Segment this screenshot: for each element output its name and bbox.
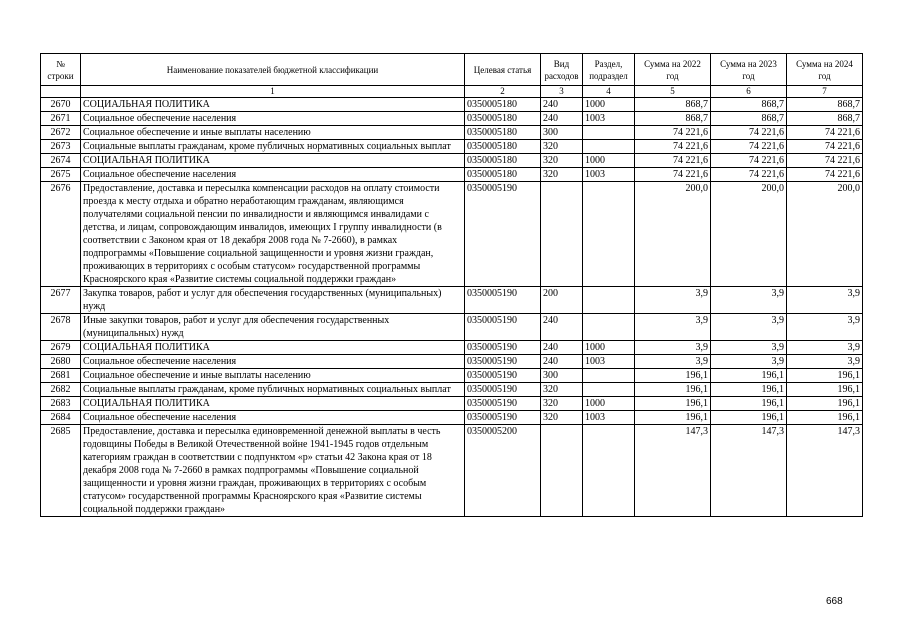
indicator-name: Социальные выплаты гражданам, кроме публичных нормативных социальных выплат xyxy=(81,140,465,154)
column-number: 3 xyxy=(541,86,583,98)
sum-2023: 196,1 xyxy=(711,397,787,411)
sum-2024: 74 221,6 xyxy=(787,126,863,140)
header-sum-2024: Сумма на 2024 год xyxy=(787,54,863,86)
sum-2023: 147,3 xyxy=(711,425,787,517)
section-code: 1000 xyxy=(583,98,635,112)
sum-2022: 200,0 xyxy=(635,182,711,287)
target-article: 0350005190 xyxy=(465,397,541,411)
sum-2024: 868,7 xyxy=(787,112,863,126)
indicator-name: Социальные выплаты гражданам, кроме публичных нормативных социальных выплат xyxy=(81,383,465,397)
expense-type: 200 xyxy=(541,287,583,314)
row-number: 2680 xyxy=(41,355,81,369)
sum-2023: 3,9 xyxy=(711,341,787,355)
section-code: 1003 xyxy=(583,355,635,369)
column-number: 7 xyxy=(787,86,863,98)
section-code xyxy=(583,383,635,397)
target-article: 0350005190 xyxy=(465,411,541,425)
target-article: 0350005190 xyxy=(465,182,541,287)
sum-2023: 74 221,6 xyxy=(711,126,787,140)
indicator-name: СОЦИАЛЬНАЯ ПОЛИТИКА xyxy=(81,154,465,168)
table-row xyxy=(41,112,863,126)
header-section: Раздел, подраздел xyxy=(583,54,635,86)
expense-type: 320 xyxy=(541,411,583,425)
table-row xyxy=(41,98,863,112)
table-body xyxy=(41,98,863,517)
target-article: 0350005190 xyxy=(465,287,541,314)
sum-2023: 3,9 xyxy=(711,287,787,314)
table-row xyxy=(41,397,863,411)
sum-2022: 74 221,6 xyxy=(635,140,711,154)
sum-2023: 868,7 xyxy=(711,112,787,126)
sum-2022: 196,1 xyxy=(635,397,711,411)
section-code xyxy=(583,314,635,341)
sum-2024: 3,9 xyxy=(787,314,863,341)
target-article: 0350005180 xyxy=(465,154,541,168)
header-row xyxy=(41,54,863,86)
expense-type: 300 xyxy=(541,369,583,383)
sum-2023: 196,1 xyxy=(711,383,787,397)
section-code: 1003 xyxy=(583,168,635,182)
indicator-name: Иные закупки товаров, работ и услуг для обеспечения государственных (муниципальных) нужд xyxy=(81,314,465,341)
row-number: 2672 xyxy=(41,126,81,140)
sum-2024: 3,9 xyxy=(787,355,863,369)
column-number: 6 xyxy=(711,86,787,98)
table-row xyxy=(41,383,863,397)
sum-2022: 74 221,6 xyxy=(635,168,711,182)
expense-type: 320 xyxy=(541,140,583,154)
row-number: 2675 xyxy=(41,168,81,182)
expense-type: 240 xyxy=(541,98,583,112)
expense-type: 240 xyxy=(541,355,583,369)
sum-2023: 74 221,6 xyxy=(711,168,787,182)
header-indicator-name: Наименование показателей бюджетной классификации xyxy=(81,54,465,86)
row-number: 2678 xyxy=(41,314,81,341)
column-number-row xyxy=(41,86,863,98)
row-number: 2682 xyxy=(41,383,81,397)
row-number: 2679 xyxy=(41,341,81,355)
column-number: 2 xyxy=(465,86,541,98)
sum-2024: 196,1 xyxy=(787,411,863,425)
indicator-name: Социальное обеспечение населения xyxy=(81,411,465,425)
row-number: 2676 xyxy=(41,182,81,287)
section-code: 1000 xyxy=(583,397,635,411)
row-number: 2681 xyxy=(41,369,81,383)
table-row xyxy=(41,287,863,314)
sum-2022: 3,9 xyxy=(635,341,711,355)
column-number: 1 xyxy=(81,86,465,98)
target-article: 0350005190 xyxy=(465,383,541,397)
target-article: 0350005180 xyxy=(465,112,541,126)
expense-type: 300 xyxy=(541,126,583,140)
sum-2022: 868,7 xyxy=(635,112,711,126)
section-code xyxy=(583,140,635,154)
target-article: 0350005180 xyxy=(465,126,541,140)
target-article: 0350005190 xyxy=(465,369,541,383)
row-number: 2685 xyxy=(41,425,81,517)
table-row xyxy=(41,355,863,369)
sum-2022: 196,1 xyxy=(635,383,711,397)
expense-type: 320 xyxy=(541,168,583,182)
sum-2023: 200,0 xyxy=(711,182,787,287)
sum-2022: 3,9 xyxy=(635,355,711,369)
header-sum-2023: Сумма на 2023 год xyxy=(711,54,787,86)
sum-2022: 3,9 xyxy=(635,314,711,341)
row-number: 2684 xyxy=(41,411,81,425)
sum-2024: 196,1 xyxy=(787,397,863,411)
sum-2024: 3,9 xyxy=(787,341,863,355)
row-number: 2683 xyxy=(41,397,81,411)
page-number: 668 xyxy=(826,596,843,607)
table-row xyxy=(41,140,863,154)
section-code: 1000 xyxy=(583,154,635,168)
table-row xyxy=(41,168,863,182)
sum-2023: 74 221,6 xyxy=(711,140,787,154)
sum-2024: 147,3 xyxy=(787,425,863,517)
table-row xyxy=(41,411,863,425)
row-number: 2670 xyxy=(41,98,81,112)
sum-2023: 196,1 xyxy=(711,411,787,425)
sum-2024: 200,0 xyxy=(787,182,863,287)
column-number: 5 xyxy=(635,86,711,98)
header-expense-type: Вид расходов xyxy=(541,54,583,86)
expense-type: 320 xyxy=(541,397,583,411)
table-row xyxy=(41,425,863,517)
target-article: 0350005180 xyxy=(465,140,541,154)
indicator-name: Социальное обеспечение населения xyxy=(81,355,465,369)
table-row xyxy=(41,126,863,140)
sum-2024: 3,9 xyxy=(787,287,863,314)
target-article: 0350005190 xyxy=(465,355,541,369)
indicator-name: Социальное обеспечение и иные выплаты населению xyxy=(81,126,465,140)
table-row xyxy=(41,182,863,287)
sum-2023: 196,1 xyxy=(711,369,787,383)
section-code xyxy=(583,126,635,140)
section-code xyxy=(583,369,635,383)
indicator-name: Предоставление, доставка и пересылка единовременной денежной выплаты в честь годовщины Победы в Великой Отечественной войне 1941-1945 годов отдельным категориям граждан в соответствии с подпунктом «р» статьи 42 Закона края от 18 декабря 2008 года № 7-2660 в рамках подпрограммы «Повышение социальной защищенности и уровня жизни граждан, проживающих в территориях с особым статусом» государственной программы Красноярского края «Развитие системы социальной поддержки граждан» xyxy=(81,425,465,517)
indicator-name: Социальное обеспечение и иные выплаты населению xyxy=(81,369,465,383)
header-sum-2022: Сумма на 2022 год xyxy=(635,54,711,86)
expense-type xyxy=(541,182,583,287)
sum-2024: 74 221,6 xyxy=(787,168,863,182)
table-row xyxy=(41,314,863,341)
sum-2024: 196,1 xyxy=(787,369,863,383)
sum-2022: 74 221,6 xyxy=(635,126,711,140)
section-code: 1003 xyxy=(583,112,635,126)
section-code xyxy=(583,287,635,314)
target-article: 0350005180 xyxy=(465,98,541,112)
target-article: 0350005200 xyxy=(465,425,541,517)
indicator-name: СОЦИАЛЬНАЯ ПОЛИТИКА xyxy=(81,397,465,411)
sum-2022: 147,3 xyxy=(635,425,711,517)
table-row xyxy=(41,154,863,168)
expense-type: 240 xyxy=(541,314,583,341)
column-number: 4 xyxy=(583,86,635,98)
row-number: 2677 xyxy=(41,287,81,314)
sum-2023: 74 221,6 xyxy=(711,154,787,168)
budget-table xyxy=(40,53,863,517)
sum-2024: 74 221,6 xyxy=(787,154,863,168)
sum-2023: 3,9 xyxy=(711,355,787,369)
header-row-number: № строки xyxy=(41,54,81,86)
expense-type xyxy=(541,425,583,517)
row-number: 2671 xyxy=(41,112,81,126)
indicator-name: Социальное обеспечение населения xyxy=(81,112,465,126)
section-code xyxy=(583,182,635,287)
indicator-name: Предоставление, доставка и пересылка компенсации расходов на оплату стоимости проезда к месту отдыха и обратно неработающим гражданам, являющимся получателями социальной пенсии по инвалидности и являющимся инвалидами с детства, и лицам, сопровождающим инвалидов, имеющих I группу инвалидности (в соответствии с Законом края от 18 декабря 2008 года № 7-2660), в рамках подпрограммы «Повышение социальной защищенности и уровня жизни граждан, проживающих в территориях с особым статусом» государственной программы Красноярского края «Развитие системы социальной поддержки граждан» xyxy=(81,182,465,287)
target-article: 0350005190 xyxy=(465,341,541,355)
target-article: 0350005180 xyxy=(465,168,541,182)
sum-2024: 74 221,6 xyxy=(787,140,863,154)
indicator-name: Социальное обеспечение населения xyxy=(81,168,465,182)
sum-2024: 868,7 xyxy=(787,98,863,112)
target-article: 0350005190 xyxy=(465,314,541,341)
section-code: 1000 xyxy=(583,341,635,355)
sum-2022: 868,7 xyxy=(635,98,711,112)
row-number: 2674 xyxy=(41,154,81,168)
expense-type: 240 xyxy=(541,341,583,355)
expense-type: 240 xyxy=(541,112,583,126)
table-row xyxy=(41,369,863,383)
sum-2022: 74 221,6 xyxy=(635,154,711,168)
sum-2022: 196,1 xyxy=(635,369,711,383)
indicator-name: Закупка товаров, работ и услуг для обеспечения государственных (муниципальных) нужд xyxy=(81,287,465,314)
sum-2023: 3,9 xyxy=(711,314,787,341)
indicator-name: СОЦИАЛЬНАЯ ПОЛИТИКА xyxy=(81,98,465,112)
table-row xyxy=(41,341,863,355)
row-number: 2673 xyxy=(41,140,81,154)
indicator-name: СОЦИАЛЬНАЯ ПОЛИТИКА xyxy=(81,341,465,355)
expense-type: 320 xyxy=(541,383,583,397)
sum-2024: 196,1 xyxy=(787,383,863,397)
sum-2022: 196,1 xyxy=(635,411,711,425)
section-code xyxy=(583,425,635,517)
header-target-article: Целевая статья xyxy=(465,54,541,86)
section-code: 1003 xyxy=(583,411,635,425)
sum-2023: 868,7 xyxy=(711,98,787,112)
column-number xyxy=(41,86,81,98)
expense-type: 320 xyxy=(541,154,583,168)
sum-2022: 3,9 xyxy=(635,287,711,314)
